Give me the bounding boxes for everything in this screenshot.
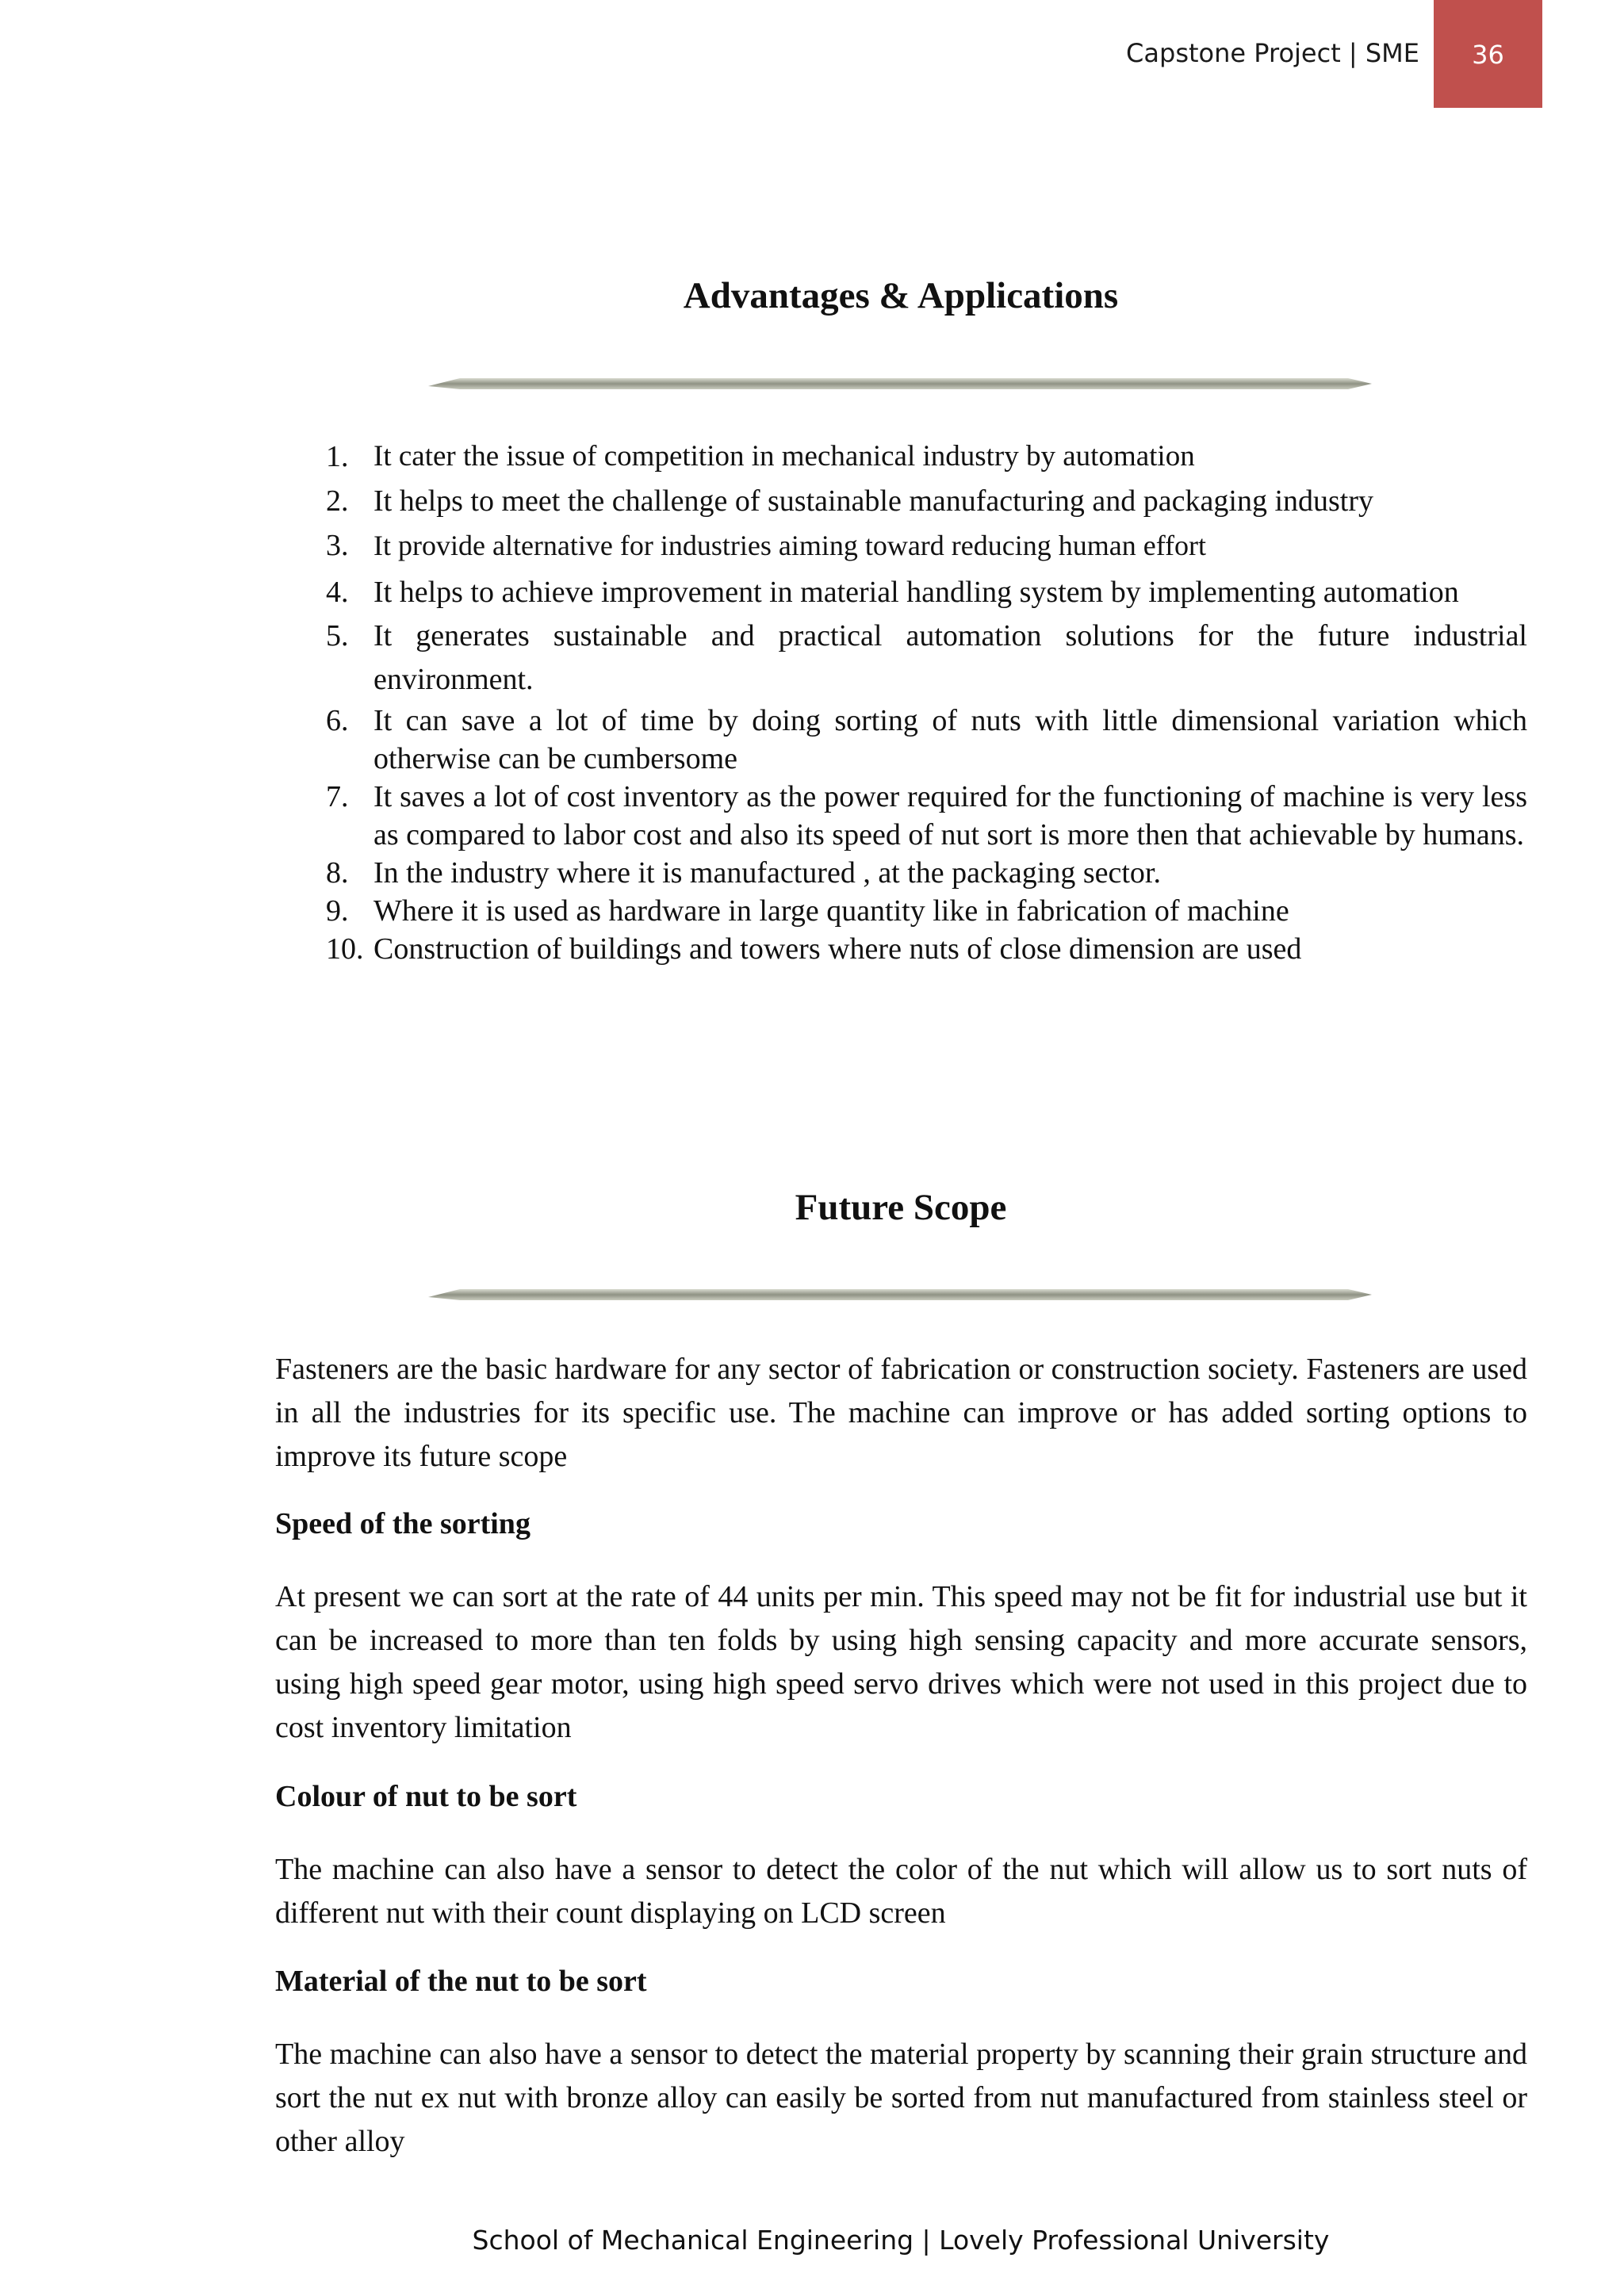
page-number: 36 <box>1472 40 1504 70</box>
advantages-divider <box>428 373 1372 394</box>
list-item: 9. Where it is used as hardware in large quantity like in fabrication of machine <box>317 892 1527 930</box>
material-heading: Material of the nut to be sort <box>275 1965 647 1998</box>
advantages-heading: Advantages & Applications <box>683 275 1119 316</box>
list-item-text: It saves a lot of cost inventory as the power required for the functioning of machine is very less as compared to labor cost and also its speed of nut sort is more then that achievable by humans. <box>373 780 1527 851</box>
list-item-text: Where it is used as hardware in large quantity like in fabrication of machine <box>373 894 1289 928</box>
list-item: 6. It can save a lot of time by doing sorting of nuts with little dimensional variation which otherwise can be cumbersome <box>317 702 1527 778</box>
list-item-text: It helps to achieve improvement in material handling system by implementing automation <box>373 576 1459 609</box>
future-scope-intro: Fasteners are the basic hardware for any sector of fabrication or construction society. Fasteners are used in all the industries for its specific use. The machine can improve or has added sorting options to improve its future scope <box>275 1353 1527 1473</box>
running-header-title: Capstone Project | SME <box>1126 38 1419 68</box>
list-item: 8. In the industry where it is manufactured , at the packaging sector. <box>317 854 1527 892</box>
speed-paragraph: At present we can sort at the rate of 44 units per min. This speed may not be fit for industrial use but it can be increased to more than ten folds by using high sensing capacity and more accurate sensors, using high speed gear motor, using high speed servo drives which were not used in this project due to cost inventory limitation <box>275 1580 1527 1744</box>
list-item-text: It cater the issue of competition in mechanical industry by automation <box>373 440 1195 473</box>
advantages-list <box>317 438 1527 968</box>
list-item-text: It can save a lot of time by doing sorting of nuts with little dimensional variation which otherwise can be cumbersome <box>373 704 1527 775</box>
list-item: 5. It generates sustainable and practical automation solutions for the future industrial environment. <box>317 614 1527 702</box>
list-item: 2. It helps to meet the challenge of sustainable manufacturing and packaging industry <box>317 482 1527 520</box>
running-footer: School of Mechanical Engineering | Lovely Professional University <box>472 2225 1330 2256</box>
list-item: 10. Construction of buildings and towers where nuts of close dimension are used <box>317 930 1527 968</box>
list-item-text: It generates sustainable and practical automation solutions for the future industrial environment. <box>373 619 1527 696</box>
list-item-text: It provide alternative for industries aiming toward reducing human effort <box>373 530 1207 561</box>
future-scope-divider <box>428 1284 1372 1305</box>
list-item: 4. It helps to achieve improvement in material handling system by implementing automation <box>317 571 1527 614</box>
material-paragraph: The machine can also have a sensor to detect the material property by scanning their grain structure and sort the nut ex nut with bronze alloy can easily be sorted from nut manufactured from stainless steel or other alloy <box>275 2038 1527 2158</box>
colour-heading: Colour of nut to be sort <box>275 1780 577 1813</box>
colour-paragraph: The machine can also have a sensor to detect the color of the nut which will allow us to sort nuts of different nut with their count displaying on LCD screen <box>275 1853 1527 1930</box>
list-item: 7. It saves a lot of cost inventory as the power required for the functioning of machine is very less as compared to labor cost and also its speed of nut sort is more then that achievable by humans. <box>317 778 1527 854</box>
list-item-text: In the industry where it is manufactured , at the packaging sector. <box>373 856 1161 890</box>
future-scope-heading: Future Scope <box>795 1187 1007 1228</box>
page-number-badge <box>1434 0 1542 108</box>
list-item-text: Construction of buildings and towers where nuts of close dimension are used <box>373 932 1302 966</box>
list-item: 1. It cater the issue of competition in mechanical industry by automation <box>317 438 1527 476</box>
list-item: 3. It provide alternative for industries aiming toward reducing human effort <box>317 526 1527 564</box>
list-item-text: It helps to meet the challenge of sustainable manufacturing and packaging industry <box>373 484 1373 518</box>
speed-heading: Speed of the sorting <box>275 1507 530 1540</box>
